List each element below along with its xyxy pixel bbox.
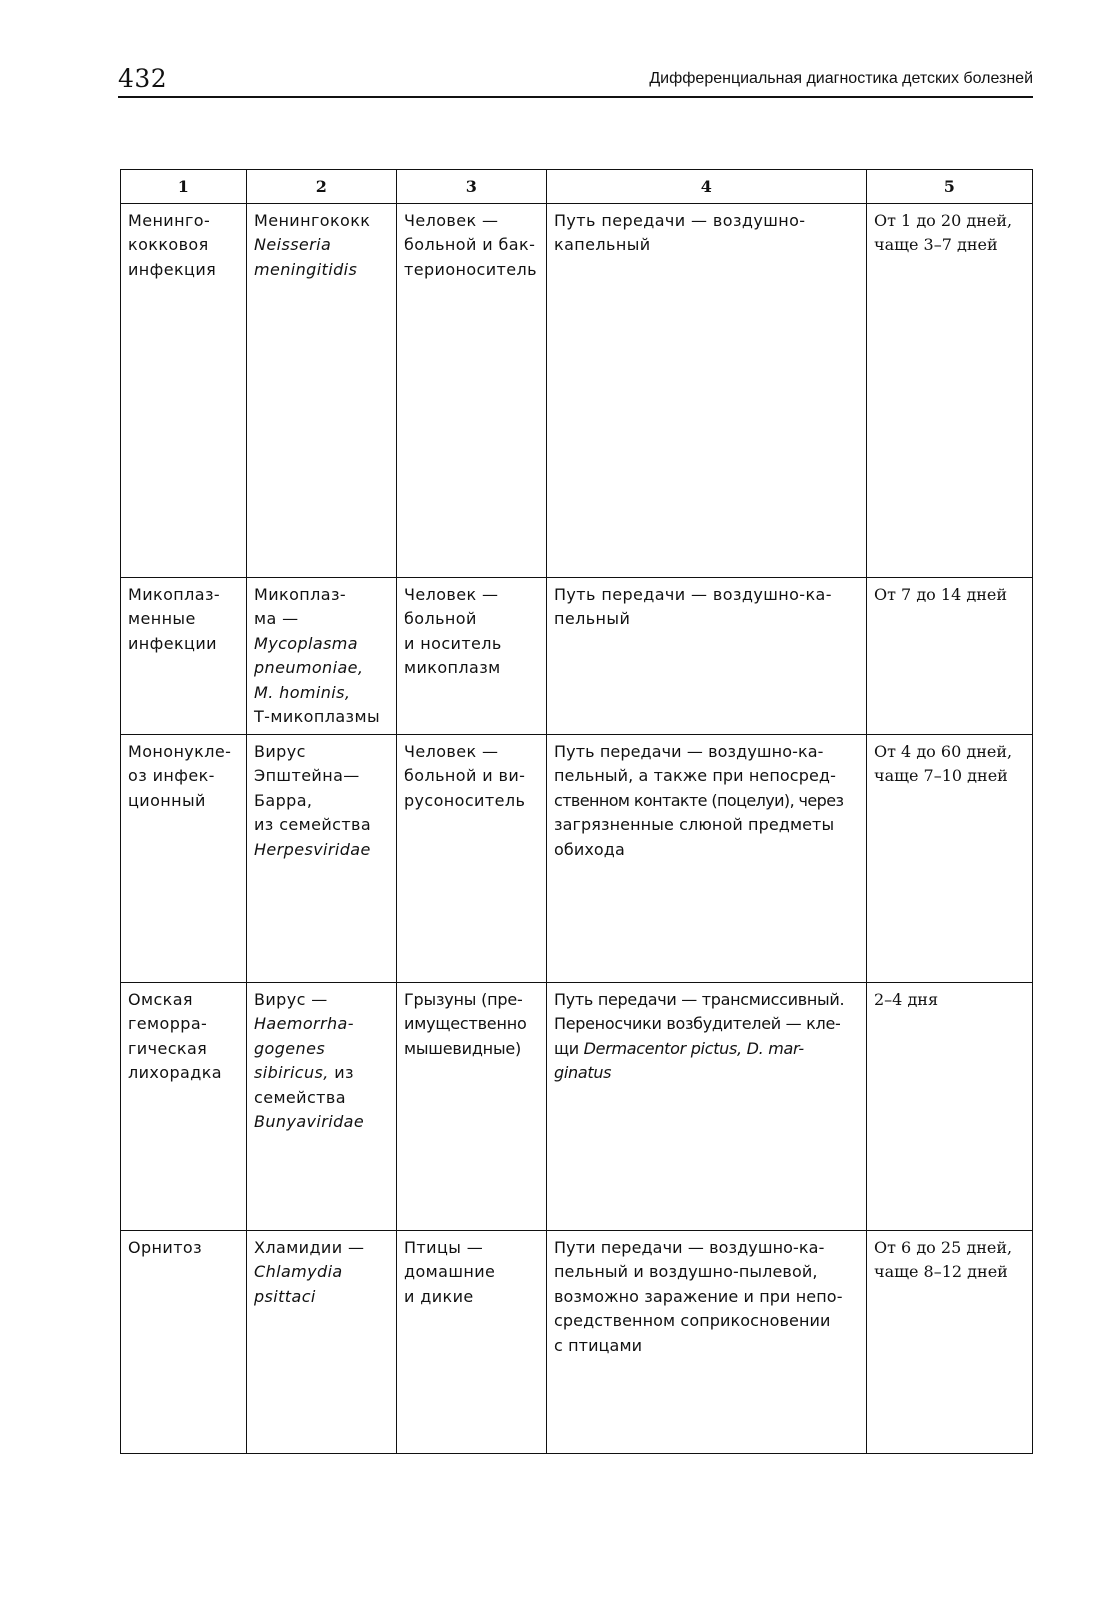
- incubation-cell: От 7 до 14 дней: [867, 577, 1033, 734]
- table-row: [121, 577, 1033, 734]
- disease-cell: Омская геморра- гическая лихорадка: [121, 982, 247, 1230]
- incubation-cell: 2–4 дня: [867, 982, 1033, 1230]
- pathogen-cell: Вирус — Haemorrha- gogenes sibiricus, из семейства Bunyaviridae: [247, 982, 397, 1230]
- transmission-cell: Путь передачи — воздушно- капельный: [547, 203, 867, 577]
- column-header: 5: [867, 170, 1033, 204]
- incubation-cell: От 6 до 25 дней, чаще 8–12 дней: [867, 1230, 1033, 1453]
- disease-cell: Микоплаз- менные инфекции: [121, 577, 247, 734]
- source-cell: Человек — больной и ви- русоноситель: [397, 734, 547, 982]
- column-header: 4: [547, 170, 867, 204]
- incubation-cell: От 1 до 20 дней, чаще 3–7 дней: [867, 203, 1033, 577]
- disease-cell: Мононукле- оз инфек- ционный: [121, 734, 247, 982]
- header-rule: [118, 96, 1033, 98]
- pathogen-cell: Вирус Эпштейна— Барра, из семейства Herpesviridae: [247, 734, 397, 982]
- disease-cell: Орнитоз: [121, 1230, 247, 1453]
- incubation-cell: От 4 до 60 дней, чаще 7–10 дней: [867, 734, 1033, 982]
- running-title: Дифференциальная диагностика детских болезней: [649, 70, 1033, 87]
- page-number: 432: [118, 64, 168, 93]
- source-cell: Птицы — домашние и дикие: [397, 1230, 547, 1453]
- table-row: [121, 982, 1033, 1230]
- pathogen-cell: Хламидии — Chlamydia psittaci: [247, 1230, 397, 1453]
- table-header-row: [121, 170, 1033, 204]
- source-cell: Грызуны (пре- имущественно мышевидные): [397, 982, 547, 1230]
- table-row: [121, 203, 1033, 577]
- source-cell: Человек — больной и бак- терионоситель: [397, 203, 547, 577]
- table-row: [121, 734, 1033, 982]
- column-header: 3: [397, 170, 547, 204]
- column-header: 1: [121, 170, 247, 204]
- transmission-cell: Путь передачи — воздушно-ка- пельный: [547, 577, 867, 734]
- disease-cell: Менинго- кокковоя инфекция: [121, 203, 247, 577]
- source-cell: Человек — больной и носитель микоплазм: [397, 577, 547, 734]
- pathogen-cell: Микоплаз- ма — Mycoplasma pneumoniae, M. hominis, Т-микоплазмы: [247, 577, 397, 734]
- pathogen-cell: Менингококк Neisseria meningitidis: [247, 203, 397, 577]
- table-row: [121, 1230, 1033, 1453]
- transmission-cell: Пути передачи — воздушно-ка- пельный и воздушно-пылевой, возможно заражение и при непо- средственном соприкосновении с птицами: [547, 1230, 867, 1453]
- diagnosis-table: [120, 169, 1033, 1454]
- transmission-cell: Путь передачи — трансмиссивный. Переносчики возбудителей — кле- щи Dermacentor pictus, D. mar- ginatus: [547, 982, 867, 1230]
- column-header: 2: [247, 170, 397, 204]
- transmission-cell: Путь передачи — воздушно-ка- пельный, а также при непосред- ственном контакте (поцелуи), через загрязненные слюной предметы обихода: [547, 734, 867, 982]
